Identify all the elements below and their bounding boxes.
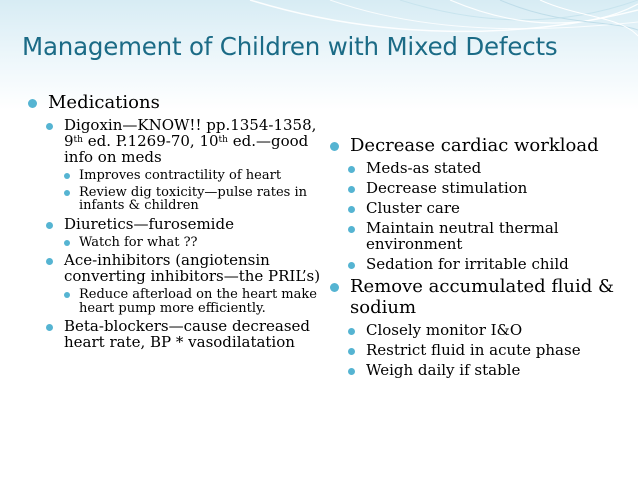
- bullet-thermal-environment: Maintain neutral thermal environment: [348, 220, 630, 252]
- medications-sublist: [46, 117, 328, 350]
- bullet-ace-inhibitors: Ace-inhibitors (angiotensin converting inhibitors—the PRIL’s): [46, 252, 328, 284]
- bullet-dig-toxicity: Review dig toxicity—pulse rates in infants & children: [64, 186, 328, 213]
- bullet-remove-fluid: Remove accumulated fluid & sodium: [330, 276, 630, 318]
- bullet-monitor-io: Closely monitor I&O: [348, 322, 630, 338]
- superscript-th: th: [73, 135, 83, 145]
- bullet-diuretics: Diuretics—furosemide: [46, 216, 328, 232]
- slide-title: Management of Children with Mixed Defects: [22, 32, 558, 61]
- bullet-medications: Medications: [28, 92, 328, 113]
- left-column: [28, 92, 328, 354]
- bullet-afterload: Reduce afterload on the heart make heart pump more efficiently.: [64, 288, 328, 315]
- ace-sublist: [64, 288, 328, 315]
- superscript-th: th: [218, 135, 228, 145]
- digoxin-sublist: [64, 169, 328, 213]
- digoxin-text: Digoxin—KNOW!! pp.1354-1358, 9: [64, 116, 317, 150]
- bullet-meds-as-stated: Meds-as stated: [348, 160, 630, 176]
- digoxin-text: ed.—good info on meds: [64, 132, 309, 166]
- bullet-contractility: Improves contractility of heart: [64, 169, 328, 183]
- workload-sublist: [348, 160, 630, 272]
- fluid-sublist: [348, 322, 630, 378]
- bullet-watch-for: Watch for what ??: [64, 236, 328, 250]
- bullet-beta-blockers: Beta-blockers—cause decreased heart rate, BP * vasodilatation: [46, 318, 328, 350]
- digoxin-text: ed. P.1269-70, 10: [82, 132, 219, 150]
- diuretics-sublist: [64, 236, 328, 250]
- bullet-restrict-fluid: Restrict fluid in acute phase: [348, 342, 630, 358]
- bullet-digoxin: [46, 117, 328, 165]
- bullet-decrease-stimulation: Decrease stimulation: [348, 180, 630, 196]
- bullet-weigh-daily: Weigh daily if stable: [348, 362, 630, 378]
- bullet-decrease-workload: Decrease cardiac workload: [330, 135, 630, 156]
- bullet-cluster-care: Cluster care: [348, 200, 630, 216]
- bullet-sedation: Sedation for irritable child: [348, 256, 630, 272]
- right-column: [330, 135, 630, 382]
